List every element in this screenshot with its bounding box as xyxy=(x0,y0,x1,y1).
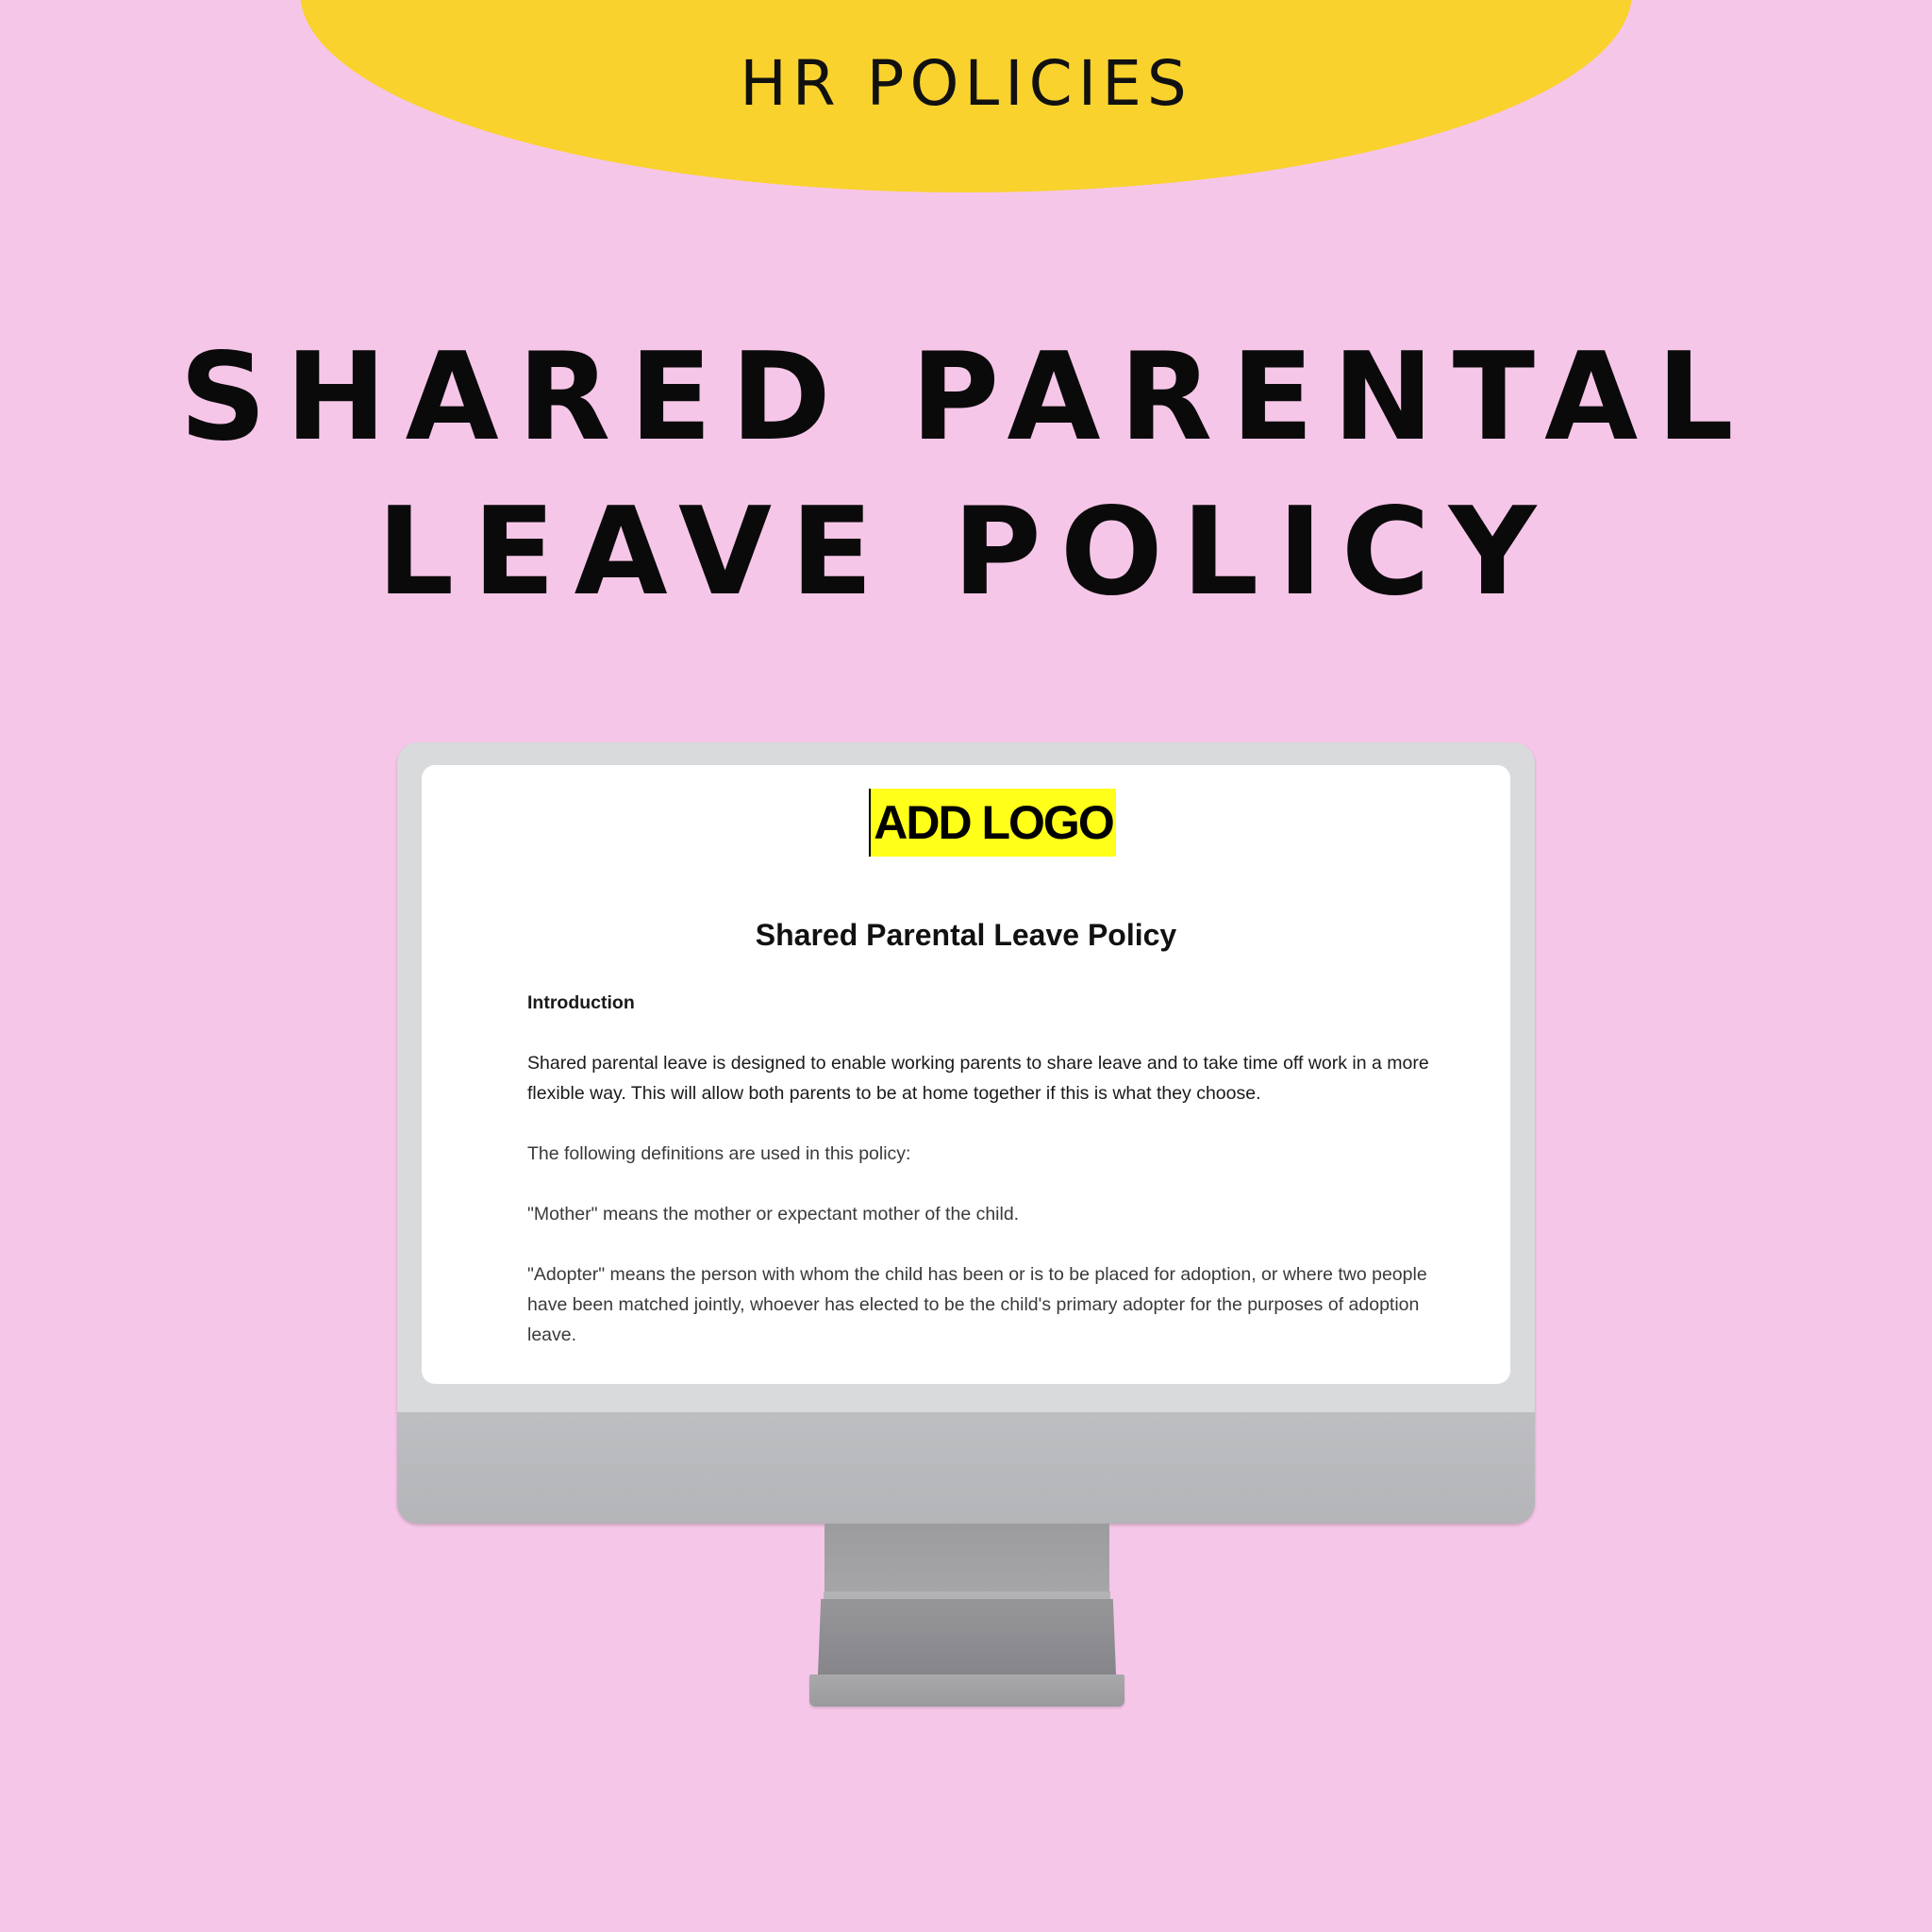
section-heading-introduction: Introduction xyxy=(527,992,635,1013)
hero-title-line-2: LEAVE POLICY xyxy=(376,482,1556,623)
monitor-chin xyxy=(397,1412,1535,1524)
monitor-stand-neck xyxy=(824,1524,1109,1591)
paragraph-intro: Shared parental leave is designed to enable working parents to share leave and to take time off work in a more flexible way. This will allow both parents to be at home together if this is what they choose. xyxy=(527,1053,1429,1104)
category-label: HR POLICIES xyxy=(740,47,1192,120)
document-title: Shared Parental Leave Policy xyxy=(755,918,1177,952)
document-screen xyxy=(422,765,1510,1384)
monitor-stand-lower xyxy=(818,1599,1116,1674)
paragraph-definition-adopter: "Adopter" means the person with whom the child has been or is to be placed for adoption, or where two people have been matched jointly, whoever has elected to be the child's primary adopter for the purposes of adoption leave. xyxy=(527,1264,1427,1345)
monitor-mockup xyxy=(397,742,1535,1524)
hero-title-line-1: SHARED PARENTAL xyxy=(179,327,1753,468)
paragraph-definition-mother: "Mother" means the mother or expectant mother of the child. xyxy=(527,1204,1020,1224)
paragraph-definitions-lead: The following definitions are used in this policy: xyxy=(527,1143,911,1164)
document-body xyxy=(527,988,1433,1380)
hero-title xyxy=(0,321,1932,630)
monitor-stand-base xyxy=(809,1674,1124,1707)
logo-placeholder[interactable]: ADD LOGO xyxy=(869,789,1116,857)
monitor-stand-ledge xyxy=(824,1591,1110,1599)
